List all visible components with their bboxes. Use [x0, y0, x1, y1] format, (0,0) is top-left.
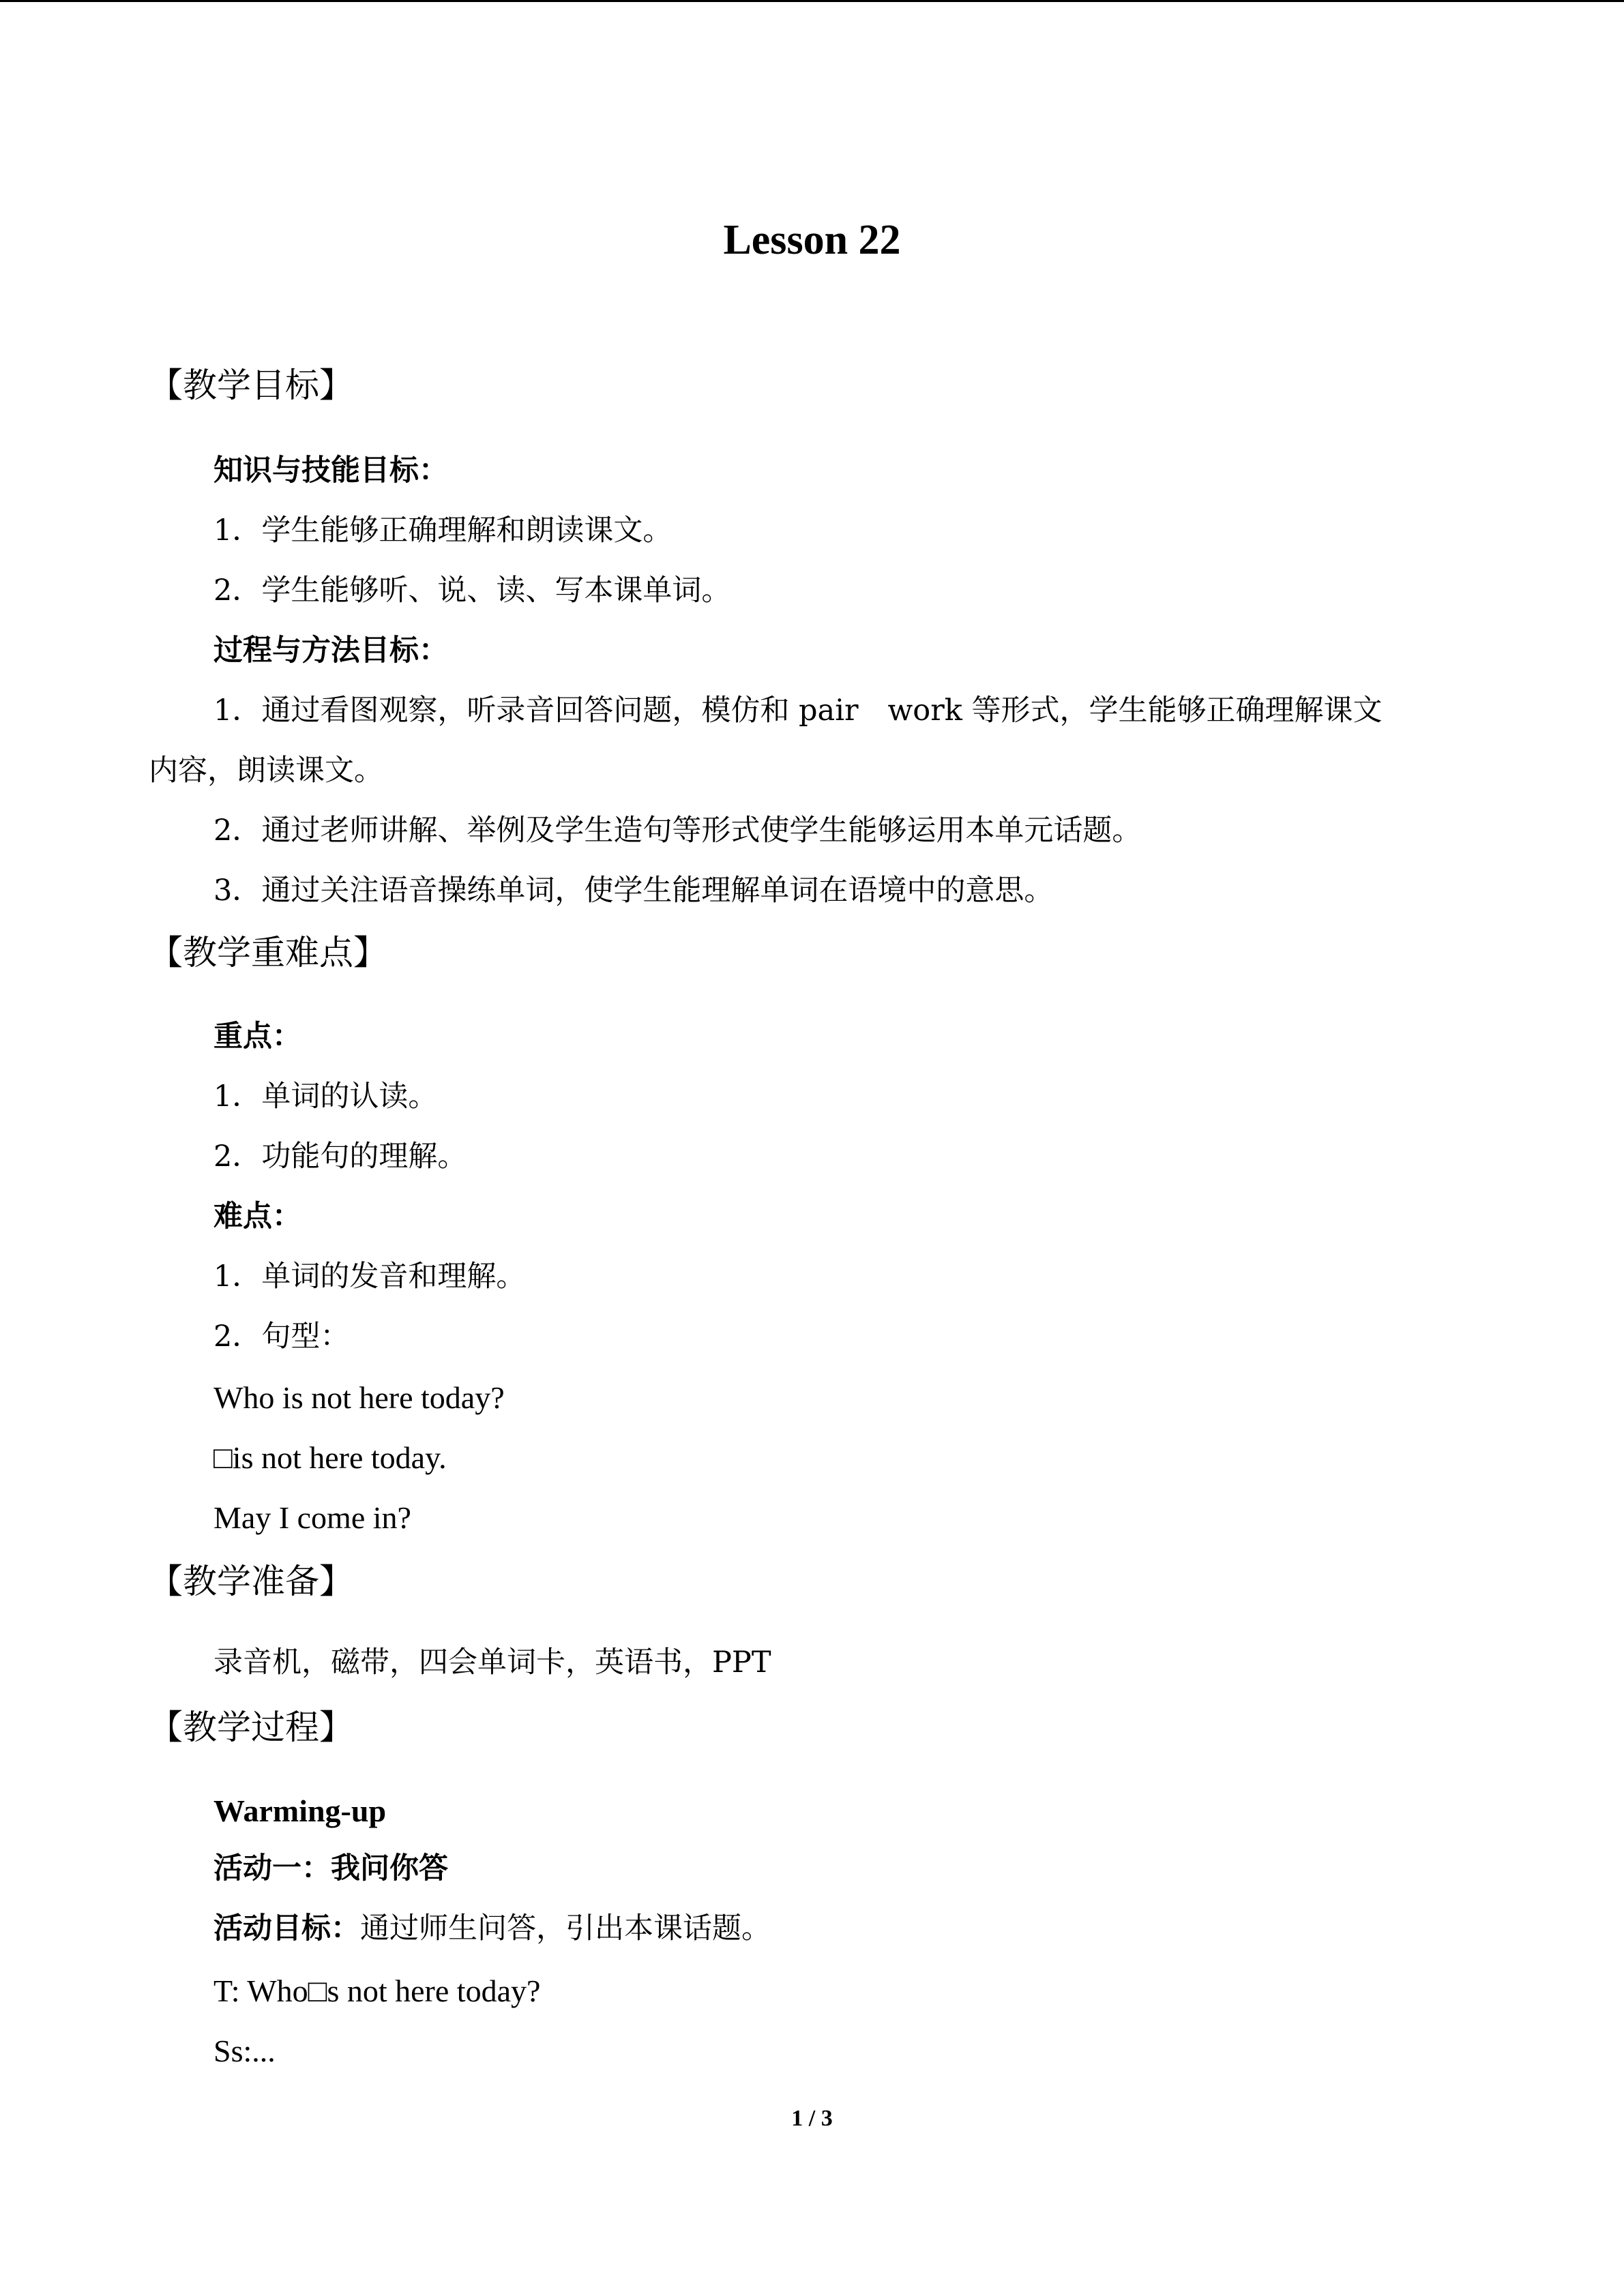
section-heading-preparation: 【教学准备】 — [149, 1562, 353, 1601]
process-methods-label: 过程与方法目标： — [213, 633, 448, 668]
difficult-item-2: 2．句型： — [213, 1320, 350, 1354]
section-heading-process: 【教学过程】 — [149, 1708, 353, 1747]
sentence-pattern-3: May I come in? — [213, 1500, 411, 1535]
preparation-materials: 录音机，磁带，四会单词卡，英语书，PPT — [213, 1645, 771, 1680]
section-heading-key-points: 【教学重难点】 — [149, 933, 387, 972]
dialogue-students: Ss:... — [213, 2033, 276, 2068]
activity-goal — [213, 1908, 771, 1949]
process-item-2: 2．通过老师讲解、举例及学生造句等形式使学生能够运用本单元话题。 — [213, 814, 1142, 848]
key-item-2: 2．功能句的理解。 — [213, 1139, 467, 1174]
knowledge-skills-label: 知识与技能目标： — [213, 453, 448, 488]
knowledge-item-2: 2．学生能够听、说、读、写本课单词。 — [213, 573, 731, 608]
sentence-pattern-2: □is not here today. — [213, 1440, 447, 1475]
key-points-label: 重点： — [213, 1019, 301, 1054]
process-item-1-line-1: 1．通过看图观察，听录音回答问题，模仿和 pair work 等形式，学生能够正确理解课文 — [213, 694, 1383, 728]
activity-one-label: 活动一：我问你答 — [213, 1851, 448, 1885]
page-top-border — [0, 0, 1624, 2]
warming-up-label: Warming-up — [213, 1793, 387, 1828]
dialogue-teacher: T: Who□s not here today? — [213, 1973, 541, 2008]
section-heading-objectives: 【教学目标】 — [149, 366, 353, 405]
activity-goal-label: 活动目标： — [213, 1911, 360, 1945]
process-item-1-line-2: 内容，朗读课文。 — [149, 754, 383, 788]
difficult-points-label: 难点： — [213, 1199, 301, 1234]
page-number: 1 / 3 — [791, 2106, 833, 2131]
process-item-3: 3．通过关注语音操练单词，使学生能理解单词在语境中的意思。 — [213, 874, 1054, 908]
document-title: Lesson 22 — [723, 217, 901, 263]
sentence-pattern-1: Who is not here today? — [213, 1380, 505, 1415]
activity-goal-text: 通过师生问答，引出本课话题。 — [360, 1911, 771, 1945]
key-item-1: 1．单词的认读。 — [213, 1079, 438, 1114]
knowledge-item-1: 1．学生能够正确理解和朗读课文。 — [213, 513, 673, 548]
difficult-item-1: 1．单词的发音和理解。 — [213, 1259, 526, 1294]
